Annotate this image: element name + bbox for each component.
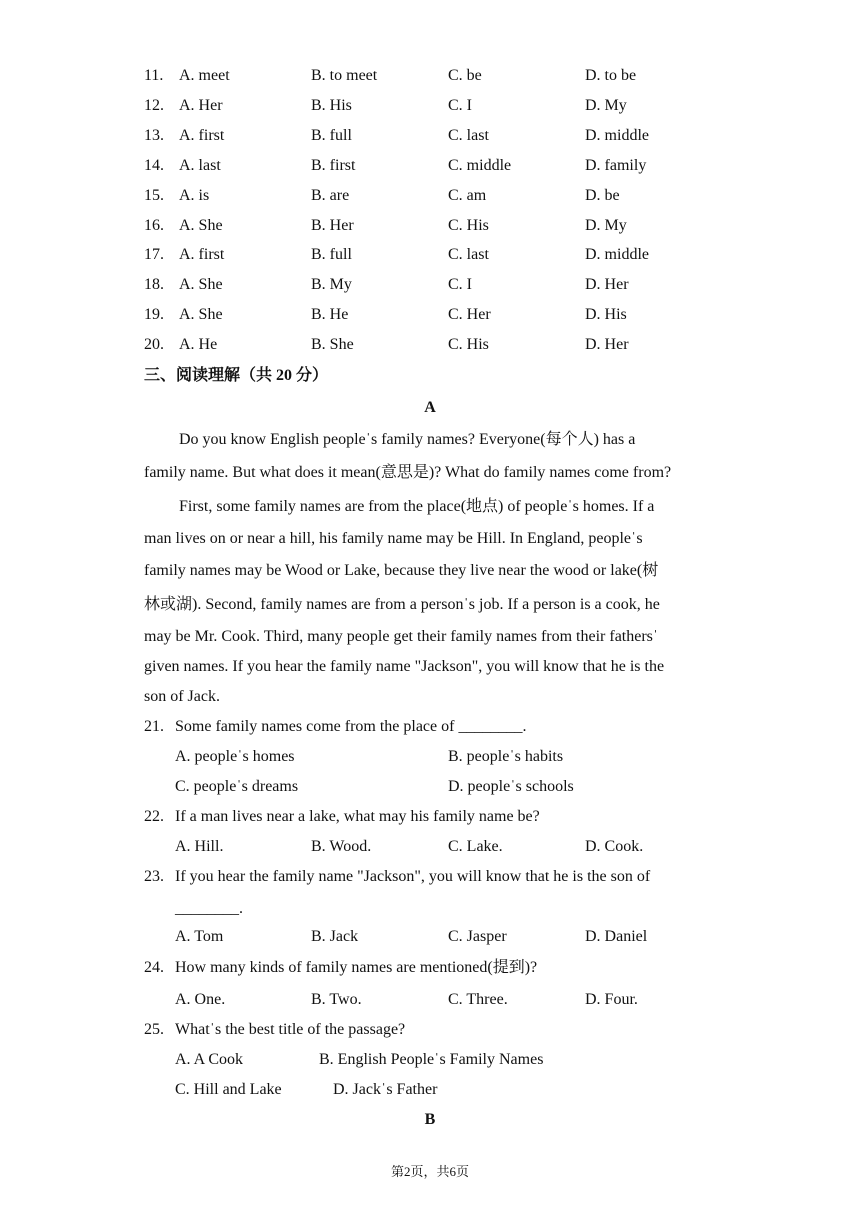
question-text: If a man lives near a lake, what may his family name be? [175, 808, 540, 825]
option-c: C. be [448, 67, 482, 84]
passage-line: First, some family names are from the place(地点) of peopleˈs homes. If a [179, 498, 655, 515]
question-number: 21. [144, 718, 164, 735]
passage-line: may be Mr. Cook. Third, many people get their family names from their fathersˈ [144, 628, 659, 645]
question-number: 14. [144, 157, 164, 174]
question-number: 12. [144, 97, 164, 114]
option-a: A. first [179, 246, 225, 263]
passage-line: 林或湖). Second, family names are from a personˈs job. If a person is a cook, he [144, 596, 660, 613]
question-number: 23. [144, 868, 164, 885]
question-number: 16. [144, 217, 164, 234]
option-b: B. English Peopleˈs Family Names [319, 1051, 544, 1068]
option-a: A. is [179, 187, 210, 204]
option-c: C. Lake. [448, 838, 503, 855]
option-c: C. His [448, 336, 489, 353]
passage-line: given names. If you hear the family name "Jackson", you will know that he is the [144, 658, 665, 675]
option-c: C. middle [448, 157, 512, 174]
option-d: D. My [585, 97, 627, 114]
option-a: A. last [179, 157, 221, 174]
passage-line: family name. But what does it mean(意思是)? What do family names come from? [144, 464, 672, 481]
option-a: A. Hill. [175, 838, 224, 855]
option-c: C. last [448, 246, 489, 263]
option-b: B. full [311, 246, 352, 263]
question-number: 13. [144, 127, 164, 144]
option-b: B. Her [311, 217, 354, 234]
option-c: C. Jasper [448, 928, 507, 945]
option-c: C. Three. [448, 991, 508, 1008]
question-number: 15. [144, 187, 164, 204]
passage-line: family names may be Wood or Lake, because they live near the wood or lake(树 [144, 562, 659, 579]
question-number: 25. [144, 1021, 164, 1038]
section-title: 三、阅读理解（共 20 分） [144, 367, 329, 384]
option-b: B. My [311, 276, 352, 293]
option-d: D. Four. [585, 991, 638, 1008]
option-c: C. His [448, 217, 489, 234]
option-a: A. She [179, 306, 223, 323]
passage-a-title: A [424, 399, 436, 416]
option-c: C. I [448, 276, 472, 293]
passage-b-title: B [424, 1111, 436, 1128]
option-d: D. be [585, 187, 620, 204]
page-footer: 第2页，共6页 [390, 1164, 469, 1179]
option-d: D. to be [585, 67, 637, 84]
option-a: A. Her [179, 97, 223, 114]
question-text: If you hear the family name "Jackson", you will know that he is the son of [175, 868, 651, 885]
option-c: C. Hill and Lake [175, 1081, 282, 1098]
option-b: B. Jack [311, 928, 359, 945]
question-blank: ________. [175, 900, 243, 917]
option-a: A. first [179, 127, 225, 144]
option-d: D. Cook. [585, 838, 644, 855]
question-text: Some family names come from the place of ________. [175, 718, 527, 735]
option-b: B. She [311, 336, 354, 353]
option-b: B. are [311, 187, 350, 204]
option-b: B. Wood. [311, 838, 372, 855]
question-text: How many kinds of family names are mentioned(提到)? [175, 959, 538, 976]
passage-line: son of Jack. [144, 688, 220, 705]
option-b: B. Two. [311, 991, 362, 1008]
option-b: B. first [311, 157, 356, 174]
option-b: B. His [311, 97, 352, 114]
option-a: A. meet [179, 67, 230, 84]
option-a: A. Tom [175, 928, 224, 945]
option-a: A. She [179, 217, 223, 234]
option-d: D. peopleˈs schools [448, 778, 574, 795]
passage-line: man lives on or near a hill, his family name may be Hill. In England, peopleˈs [144, 530, 643, 547]
option-c: C. peopleˈs dreams [175, 778, 299, 795]
question-number: 22. [144, 808, 164, 825]
option-a: A. She [179, 276, 223, 293]
option-d: D. middle [585, 127, 649, 144]
option-b: B. full [311, 127, 352, 144]
question-number: 20. [144, 336, 164, 353]
option-a: A. One. [175, 991, 226, 1008]
option-b: B. peopleˈs habits [448, 748, 564, 765]
option-d: D. Her [585, 336, 629, 353]
question-number: 11. [144, 67, 164, 84]
question-number: 24. [144, 959, 164, 976]
option-c: C. am [448, 187, 487, 204]
option-b: B. to meet [311, 67, 378, 84]
option-a: A. He [179, 336, 218, 353]
passage-line: Do you know English peopleˈs family names? Everyone(每个人) has a [179, 431, 636, 448]
question-number: 18. [144, 276, 164, 293]
option-d: D. middle [585, 246, 649, 263]
option-a: A. A Cook [175, 1051, 244, 1068]
option-d: D. Jackˈs Father [333, 1081, 438, 1098]
option-d: D. Her [585, 276, 629, 293]
option-c: C. Her [448, 306, 491, 323]
option-d: D. My [585, 217, 627, 234]
option-c: C. last [448, 127, 489, 144]
option-c: C. I [448, 97, 472, 114]
option-d: D. Daniel [585, 928, 648, 945]
question-number: 17. [144, 246, 164, 263]
option-d: D. His [585, 306, 627, 323]
question-text: Whatˈs the best title of the passage? [175, 1021, 406, 1038]
option-b: B. He [311, 306, 349, 323]
question-number: 19. [144, 306, 164, 323]
option-a: A. peopleˈs homes [175, 748, 295, 765]
option-d: D. family [585, 157, 647, 174]
